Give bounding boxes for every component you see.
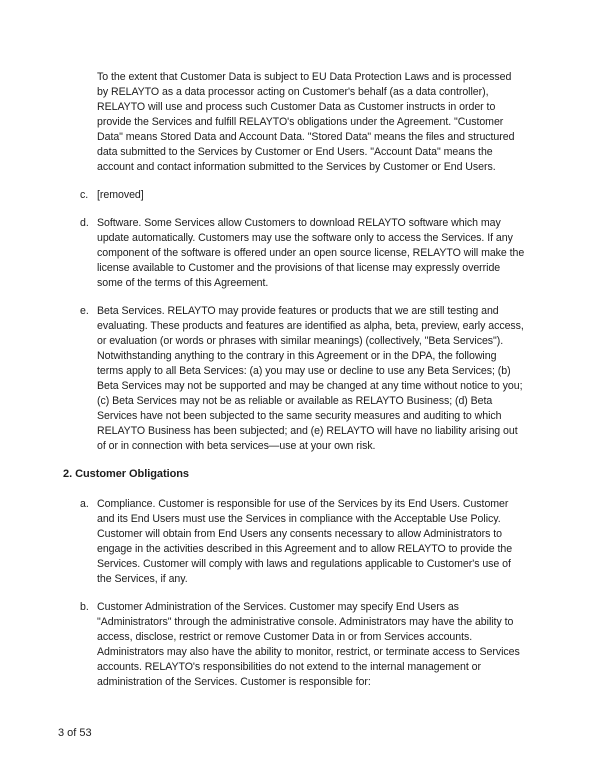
list-item-c [80,188,525,203]
page-number-indicator: 3 of 53 [58,727,92,739]
list-marker: d. [80,217,89,229]
list-item-e [80,304,525,454]
list-marker: c. [80,189,89,201]
list-marker: b. [80,601,89,613]
list-item-text: Software. Some Services allow Customers to download RELAYTO software which may update automatically. Customers may use the software only to access the Services. If any component of the software is offered under an open source license, RELAYTO will make the license available to Customer and the provisions of that license may expressly override some of the terms of this Agreement. [97,217,525,289]
list-marker: e. [80,305,89,317]
list-item-text: Compliance. Customer is responsible for use of the Services by its End Users. Customer and its End Users must use the Services in compliance with the Acceptable Use Policy. Customer will obtain from End Users any consents necessary to allow Administrators to engage in the activities described in this Agreement and to allow RELAYTO to provide the Services. Customer will comply with laws and regulations applicable to Customer's use of the Services, if any. [97,498,513,585]
list-item-text: Customer Administration of the Services. Customer may specify End Users as "Administrators" through the administrative console. Administrators may have the ability to access, disclose, restrict or remove Customer Data in or from Services accounts. Administrators may also have the ability to monitor, restrict, or terminate access to Services accounts. RELAYTO's responsibilities do not extend to the internal management or administration of the Services. Customer is responsible for: [97,601,520,688]
list-item-b [80,600,525,690]
list-marker: a. [80,498,89,510]
list-item-d [80,216,525,291]
list-item-a [80,497,525,587]
list-item-text: [removed] [97,189,144,201]
section-heading-customer-obligations: 2. Customer Obligations [63,468,189,480]
intro-paragraph: To the extent that Customer Data is subject to EU Data Protection Laws and is processed by RELAYTO as a data processor acting on Customer's behalf (as a data controller), RELAYTO will use and process such Customer Data as Customer instructs in order to provide the Services and fulfill RELAYTO's obligations under the Agreement. "Customer Data" means Stored Data and Account Data. "Stored Data" means the files and structured data submitted to the Services by Customer or End Users. "Account Data" means the account and contact information submitted to the Services by Customer or End Users. [97,71,515,173]
list-item-text: Beta Services. RELAYTO may provide features or products that we are still testing and evaluating. These products and features are identified as alpha, beta, preview, early access, or evaluation (or words or phrases with similar meanings) (collectively, "Beta Services"). Notwithstanding anything to the contrary in this Agreement or in the DPA, the following terms apply to all Beta Services: (a) you may use or decline to use any Beta Services; (b) Beta Services may not be supported and may be changed at any time without notice to you; (c) Beta Services may not be as reliable or available as RELAYTO Business; (d) Beta Services have not been subjected to the same security measures and auditing to which RELAYTO Business has been subjected; and (e) RELAYTO will have no liability arising out of or in connection with beta services—use at your own risk. [97,305,524,452]
